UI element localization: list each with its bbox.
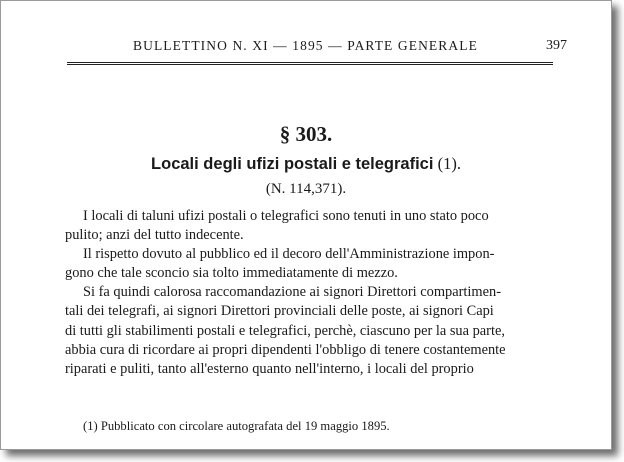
paragraph (65, 283, 565, 378)
text-line: abbia cura di ricordare ai propri dipendenti l'obbligo di tenere costantemente (65, 341, 506, 358)
footnote: (1) Pubblicato con circolare autografata del 19 maggio 1895. (83, 419, 390, 433)
protocol-number: (N. 114,371). (265, 181, 347, 197)
section-number: § 303. (279, 122, 333, 146)
text-line: Si fa quindi calorosa raccomandazione ai signori Direttori compartimen- (83, 284, 501, 301)
header-rule (67, 62, 553, 65)
paragraph (65, 245, 565, 283)
body-text (65, 207, 565, 379)
text-line: gono che tale sconcio sia tolto immediatamente di mezzo. (65, 265, 398, 282)
section-title-text: Locali degli ufizi postali e telegrafici (151, 155, 434, 173)
running-head: BULLETTINO N. XI — 1895 — PARTE GENERALE (133, 38, 478, 53)
text-line: I locali di taluni ufizi postali o telegrafici sono tenuti in uno stato poco (83, 208, 489, 224)
text-line: tali dei telegrafi, ai signori Direttori provinciali delle poste, ai signori Capi (65, 303, 494, 320)
footnote-reference: (1). (437, 154, 461, 173)
section-title (1, 154, 611, 174)
paragraph (65, 207, 565, 245)
text-line: di tutti gli stabilimenti postali e telegrafici, perchè, ciascuno per la sua parte, (65, 322, 505, 339)
page-number: 397 (546, 38, 567, 53)
text-line: riparati e puliti, tanto all'esterno quanto nell'interno, i locali del proprio (65, 360, 474, 377)
text-line: pulito; anzi del tutto indecente. (65, 227, 244, 244)
text-line: Il rispetto dovuto al pubblico ed il decoro dell'Amministrazione impon- (83, 246, 495, 263)
